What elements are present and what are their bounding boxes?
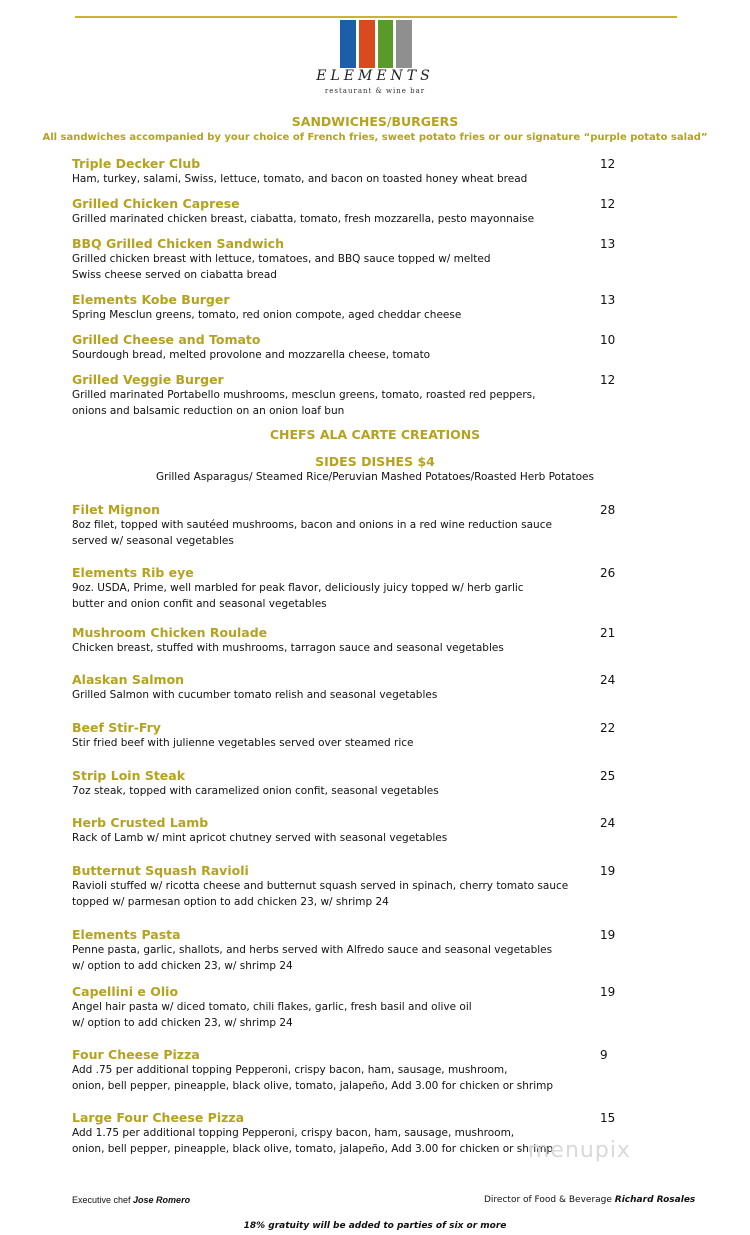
- item-description: Chicken breast, stuffed with mushrooms, tarragon sauce and seasonal vegetables: [72, 642, 504, 654]
- item-description: Rack of Lamb w/ mint apricot chutney served with seasonal vegetables: [72, 832, 448, 844]
- menu-item: [72, 768, 632, 800]
- item-description: Add .75 per additional topping Pepperoni, crispy bacon, ham, sausage, mushroom, onion, bell pepper, pineapple, black olive, tomato, jalapeño, Add 3.00 for chicken or shrimp: [72, 1064, 554, 1092]
- menu-item: [72, 672, 632, 704]
- item-price: 12: [600, 373, 616, 387]
- item-name: Butternut Squash Ravioli: [72, 863, 249, 878]
- menu-item: [72, 1047, 632, 1094]
- item-price: 24: [600, 673, 616, 687]
- item-description: Spring Mesclun greens, tomato, red onion compote, aged cheddar cheese: [72, 309, 462, 321]
- sides-list: Grilled Asparagus/ Steamed Rice/Peruvian Mashed Potatoes/Roasted Herb Potatoes: [156, 471, 594, 483]
- item-price: 15: [600, 1111, 616, 1125]
- item-description: Penne pasta, garlic, shallots, and herbs served with Alfredo sauce and seasonal vegetables w/ option to add chicken 23, w/ shrimp 24: [72, 944, 553, 972]
- director-label: Director of Food & Beverage: [484, 1195, 612, 1205]
- logo-name: ELEMENTS: [316, 68, 434, 84]
- item-price: 28: [600, 503, 616, 517]
- menu-item: [72, 815, 632, 847]
- item-description: Grilled marinated chicken breast, ciabatta, tomato, fresh mozzarella, pesto mayonnaise: [72, 213, 535, 225]
- menu-item: [72, 372, 632, 419]
- item-name: Four Cheese Pizza: [72, 1047, 200, 1062]
- item-description: 8oz filet, topped with sautéed mushrooms, bacon and onions in a red wine reduction sauce served w/ seasonal vegetables: [72, 519, 552, 547]
- logo-square-earth: [378, 20, 394, 68]
- logo-square-air: [396, 20, 412, 68]
- item-price: 25: [600, 769, 616, 783]
- item-price: 19: [600, 985, 616, 999]
- item-name: Elements Pasta: [72, 927, 181, 942]
- item-description: Stir fried beef with julienne vegetables served over steamed rice: [72, 737, 414, 749]
- item-name: Strip Loin Steak: [72, 768, 186, 783]
- menu-item: [72, 196, 632, 228]
- gratuity-note: 18% gratuity will be added to parties of six or more: [243, 1221, 507, 1231]
- menu-item: [72, 156, 632, 188]
- item-price: 19: [600, 864, 616, 878]
- menu-item: [72, 720, 632, 752]
- logo-tagline: restaurant & wine bar: [324, 87, 426, 95]
- item-price: 12: [600, 197, 616, 211]
- item-price: 22: [600, 721, 616, 735]
- sandwiches-section-title: SANDWICHES/BURGERS: [291, 114, 459, 129]
- menu-item: [72, 292, 632, 324]
- logo-squares-icon: [340, 20, 412, 68]
- item-description: Ravioli stuffed w/ ricotta cheese and butternut squash served in spinach, cherry tomato sauce topped w/ parmesan option to add chicken 23, w/ shrimp 24: [72, 880, 569, 908]
- menu-item: [72, 927, 632, 974]
- menu-item: [72, 565, 632, 612]
- item-description: Add 1.75 per additional topping Pepperoni, crispy bacon, ham, sausage, mushroom, onion, bell pepper, pineapple, black olive, tomato, jalapeño, Add 3.00 for chicken or shrimp: [72, 1127, 554, 1155]
- executive-chef-name: Jose Romero: [133, 1195, 191, 1205]
- food-beverage-director: [484, 1195, 695, 1205]
- item-description: Ham, turkey, salami, Swiss, lettuce, tomato, and bacon on toasted honey wheat bread: [72, 173, 528, 185]
- menu-item: [72, 236, 632, 283]
- item-description: Grilled chicken breast with lettuce, tomatoes, and BBQ sauce topped w/ melted Swiss cheese served on ciabatta bread: [72, 253, 491, 281]
- item-price: 13: [600, 237, 616, 251]
- sides-title: SIDES DISHES $4: [315, 454, 435, 469]
- item-name: Elements Rib eye: [72, 565, 194, 580]
- item-name: Grilled Cheese and Tomato: [72, 332, 261, 347]
- item-name: BBQ Grilled Chicken Sandwich: [72, 236, 284, 251]
- item-name: Large Four Cheese Pizza: [72, 1110, 245, 1125]
- item-description: Sourdough bread, melted provolone and mozzarella cheese, tomato: [72, 349, 431, 361]
- item-description: 9oz. USDA, Prime, well marbled for peak flavor, deliciously juicy topped w/ herb garlic butter and onion confit and seasonal vegetables: [72, 582, 524, 610]
- menu-item: [72, 863, 632, 910]
- item-price: 10: [600, 333, 616, 347]
- director-name: Richard Rosales: [614, 1195, 696, 1205]
- logo-square-water: [340, 20, 356, 68]
- item-description: Angel hair pasta w/ diced tomato, chili flakes, garlic, fresh basil and olive oil w/ option to add chicken 23, w/ shrimp 24: [72, 1001, 472, 1029]
- item-price: 19: [600, 928, 616, 942]
- item-name: Alaskan Salmon: [72, 672, 185, 687]
- item-name: Capellini e Olio: [72, 984, 179, 999]
- top-divider: [75, 16, 677, 18]
- logo-square-fire: [359, 20, 375, 68]
- item-description: Grilled Salmon with cucumber tomato relish and seasonal vegetables: [72, 689, 438, 701]
- chefs-section-title: CHEFS ALA CARTE CREATIONS: [269, 427, 481, 442]
- menu-item: [72, 502, 632, 549]
- item-name: Filet Mignon: [72, 502, 160, 517]
- item-name: Beef Stir-Fry: [72, 720, 161, 735]
- item-name: Grilled Chicken Caprese: [72, 196, 240, 211]
- item-name: Grilled Veggie Burger: [72, 372, 224, 387]
- item-name: Herb Crusted Lamb: [72, 815, 209, 830]
- item-price: 26: [600, 566, 616, 580]
- sandwiches-section-note: All sandwiches accompanied by your choice of French fries, sweet potato fries or our signature “purple potato salad”: [42, 132, 708, 143]
- item-description: 7oz steak, topped with caramelized onion confit, seasonal vegetables: [72, 785, 439, 797]
- item-price: 24: [600, 816, 616, 830]
- item-name: Elements Kobe Burger: [72, 292, 230, 307]
- menu-item: [72, 984, 632, 1031]
- executive-chef: [72, 1195, 190, 1205]
- executive-chef-label: Executive chef: [72, 1195, 131, 1205]
- item-name: Mushroom Chicken Roulade: [72, 625, 268, 640]
- item-description: Grilled marinated Portabello mushrooms, mesclun greens, tomato, roasted red peppers, onions and balsamic reduction on an onion loaf bun: [72, 389, 536, 417]
- menu-item: [72, 625, 632, 657]
- item-price: 12: [600, 157, 616, 171]
- item-price: 21: [600, 626, 616, 640]
- item-price: 13: [600, 293, 616, 307]
- restaurant-logo: [316, 20, 434, 100]
- menu-item: [72, 332, 632, 364]
- item-price: 9: [600, 1048, 608, 1062]
- item-name: Triple Decker Club: [72, 156, 201, 171]
- watermark: menupix: [528, 1138, 631, 1163]
